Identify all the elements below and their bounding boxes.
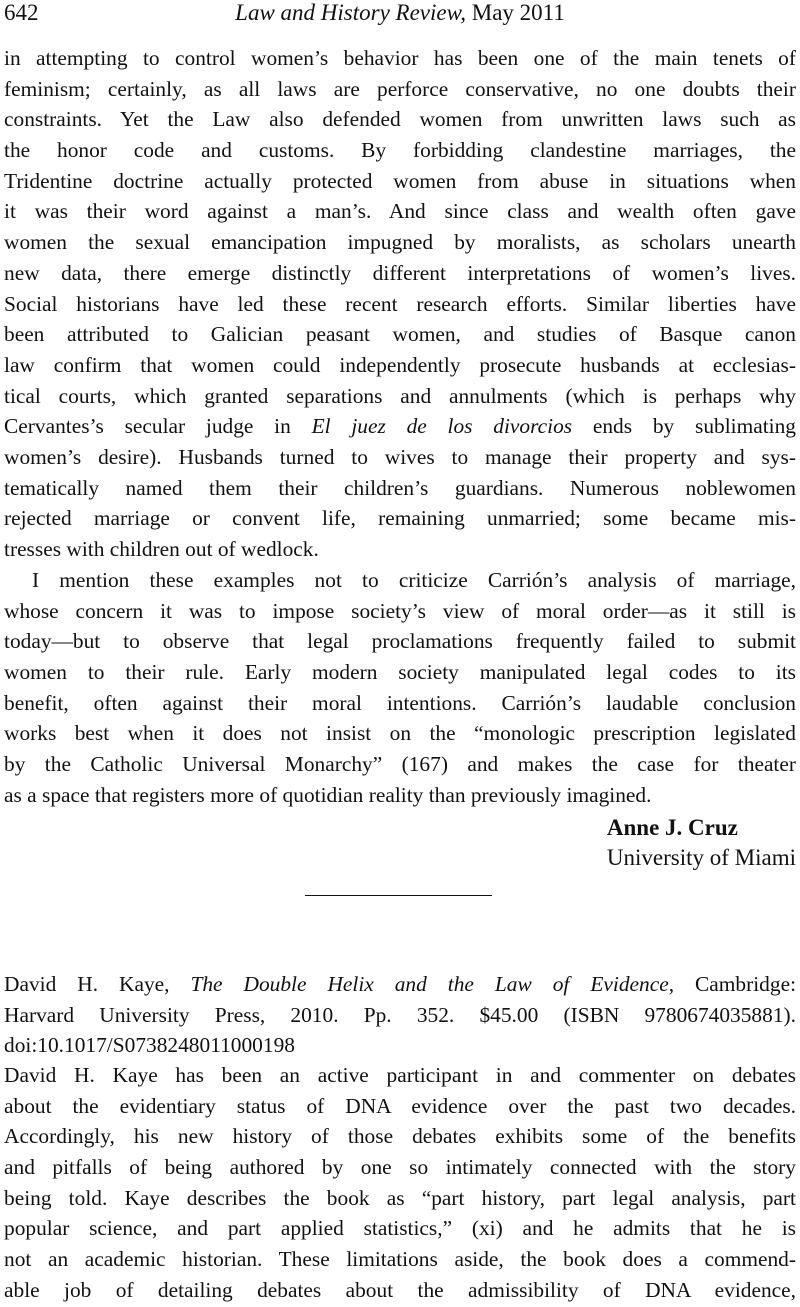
review-citation: [4, 969, 796, 1061]
text-fragment: Cervantes’s secular judge in: [4, 414, 312, 439]
text-line: not an academic historian. These limitations aside, the book does a commend-: [4, 1247, 796, 1272]
play-title: El juez de los divorcios: [311, 414, 573, 439]
text-line: I mention these examples not to criticize Carrión’s analysis of marriage,: [32, 568, 796, 592]
text-line: as a space that registers more of quotidian reality than previously imagined.: [4, 782, 652, 807]
text-line: and pitfalls of being authored by one so intimately connected with the story: [4, 1155, 796, 1180]
doi: doi:10.1017/S0738248011000198: [4, 1033, 295, 1058]
text-line: David H. Kaye has been an active participant in and commenter on debates: [4, 1063, 796, 1087]
running-head: [4, 0, 796, 26]
review-paragraph-1: [4, 43, 796, 565]
text-line: benefit, often against their moral intentions. Carrión’s laudable conclusion: [4, 690, 796, 715]
text-line-with-title: [4, 411, 796, 442]
text-line: able job of detailing debates about the admissibility of DNA evidence,: [4, 1277, 796, 1302]
text-line: Tridentine doctrine actually protected women from abuse in situations when: [4, 168, 796, 193]
text-line: about the evidentiary status of DNA evidence over the past two decades.: [4, 1093, 796, 1118]
text-line: been attributed to Galician peasant women, and studies of Basque canon: [4, 322, 796, 347]
section-divider: [305, 895, 492, 896]
text-fragment: ends by sublimating: [572, 414, 796, 439]
citation-line: [4, 969, 796, 1000]
text-line: feminism; certainly, as all laws are perforce conservative, no one doubts their: [4, 76, 796, 101]
text-line: Social historians have led these recent research efforts. Similar liberties have: [4, 291, 796, 316]
reviewer-signature: [607, 813, 796, 873]
book-author: David H. Kaye,: [4, 972, 191, 996]
text-line: Accordingly, his new history of those debates exhibits some of the benefits: [4, 1124, 796, 1149]
text-line: women to their rule. Early modern society manipulated legal codes to its: [4, 660, 796, 685]
journal-name: Law and History Review,: [235, 0, 467, 25]
text-line: tresses with children out of wedlock.: [4, 537, 319, 561]
review-body: [4, 1060, 796, 1306]
reviewer-name: Anne J. Cruz: [606, 815, 738, 840]
journal-title: [4, 0, 796, 26]
book-title: The Double Helix and the Law of Evidence: [190, 972, 669, 996]
text-line: tical courts, which granted separations and annulments (which is perhaps why: [4, 383, 796, 408]
reviewer-affiliation: University of Miami: [606, 845, 796, 870]
text-line: women the sexual emancipation impugned by moralists, as scholars unearth: [4, 230, 796, 255]
publisher-place: , Cambridge:: [668, 972, 796, 996]
text-line: by the Catholic Universal Monarchy” (167) and makes the case for theater: [4, 752, 796, 777]
text-line: today—but to observe that legal proclamations frequently failed to submit: [4, 629, 796, 654]
text-line: in attempting to control women’s behavior has been one of the main tenets of: [4, 46, 796, 70]
text-line: tematically named them their children’s guardians. Numerous noblewomen: [4, 475, 796, 500]
page-number: 642: [4, 0, 39, 25]
text-line: women’s desire). Husbands turned to wives to manage their property and sys-: [4, 444, 796, 469]
review-paragraph-2: [4, 565, 796, 811]
issue-date: May 2011: [471, 0, 565, 25]
text-line: constraints. Yet the Law also defended women from unwritten laws such as: [4, 107, 796, 132]
text-line: whose concern it was to impose society’s view of moral order—as it still is: [4, 598, 796, 623]
text-line: popular science, and part applied statistics,” (xi) and he admits that he is: [4, 1216, 796, 1241]
text-line: law confirm that women could independently prosecute husbands at ecclesias-: [4, 352, 796, 377]
text-line: the honor code and customs. By forbidding clandestine marriages, the: [4, 138, 796, 163]
text-line: it was their word against a man’s. And since class and wealth often gave: [4, 199, 796, 224]
citation-line: Harvard University Press, 2010. Pp. 352. $45.00 (ISBN 9780674035881).: [4, 1002, 796, 1027]
text-line: new data, there emerge distinctly different interpretations of women’s lives.: [4, 260, 796, 285]
text-line: works best when it does not insist on the “monologic prescription legislated: [4, 721, 796, 746]
text-line: being told. Kaye describes the book as “part history, part legal analysis, part: [4, 1185, 796, 1210]
text-line: rejected marriage or convent life, remaining unmarried; some became mis-: [4, 506, 796, 531]
